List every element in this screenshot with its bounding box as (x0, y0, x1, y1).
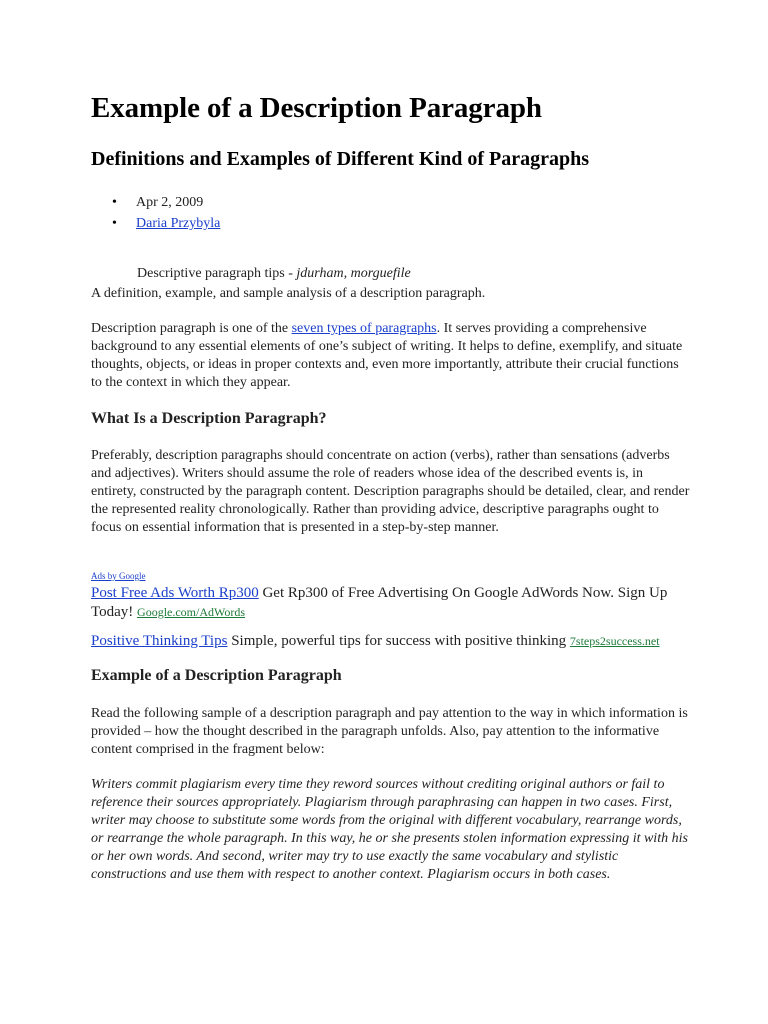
section-heading-what-is: What Is a Description Paragraph? (91, 410, 327, 427)
section-example-body (91, 705, 691, 759)
section-example-text: Read the following sample of a description paragraph and pay attention to the way in which information is provided – how the thought described in the paragraph unfolds. Also, pay attention to the informative content comprised in the fragment below: (91, 706, 688, 757)
publish-date: • Apr 2, 2009 (91, 192, 220, 213)
ad-1-text: Get Rp300 of Free Advertising On Google AdWords Now. Sign Up Today! (91, 585, 668, 620)
paragraph-1-lead: Description paragraph is one of the (91, 321, 292, 336)
paragraph-1-rest: . It serves providing a comprehensive background to any essential elements of one’s subject of writing. It helps to define, exemplify, and situate thoughts, objects, or ideas in proper contexts and, even more importantly, attribute their crucial functions to the context in which they appear. (91, 321, 683, 390)
seven-types-link[interactable]: seven types of paragraphs (291, 321, 437, 336)
article-meta (91, 192, 220, 234)
paragraph-1 (91, 320, 691, 392)
section-heading-example: Example of a Description Paragraph (91, 667, 342, 684)
author-link[interactable]: Daria Przybyla (136, 216, 221, 231)
section-what-is (91, 410, 691, 428)
page-subtitle: Definitions and Examples of Different Kind of Paragraphs (91, 148, 589, 170)
section-what-is-body (91, 447, 691, 537)
ad-2-text: Simple, powerful tips for success with positive thinking (227, 633, 570, 649)
ad-1-link[interactable]: Post Free Ads Worth Rp300 (91, 585, 259, 601)
example-quote: Writers commit plagiarism every time they reword sources without crediting original authors or fail to reference their sources appropriately. Plagiarism through paraphrasing can happen in two cases. First, writer may choose to substitute some words from the original with different vocabulary, rearrange words, or rearrange the whole paragraph. In this way, he or she presents stolen information expressing it with his or her own words. And second, writer may try to use exactly the same vocabulary and stylistic constructions and use them with respect to another context. Plagiarism occurs in both cases. (91, 777, 688, 882)
ad-1-url[interactable]: Google.com/AdWords (137, 605, 246, 619)
section-what-is-text: Preferably, description paragraphs should concentrate on action (verbs), rather than sensations (adverbs and adjectives). Writers should assume the role of readers whose idea of the described events is, in entirety, constructed by the paragraph content. Description paragraphs should be detailed, clear, and render the represented reality chronologically. Rather than providing advice, descriptive paragraphs ought to focus on essential information that is presented in a step-by-step manner. (91, 448, 690, 535)
ad-2-url[interactable]: 7steps2success.net (569, 634, 660, 648)
caption-credit: jdurham, morguefile (296, 266, 411, 281)
image-caption (137, 266, 411, 282)
intro-block (91, 285, 691, 303)
paragraph-1-text (91, 320, 691, 392)
ad-2-link[interactable]: Positive Thinking Tips (91, 633, 228, 649)
intro-text: A definition, example, and sample analysis of a description paragraph. (91, 286, 486, 301)
page-title: Example of a Description Paragraph (91, 92, 542, 124)
ad-2 (91, 632, 691, 651)
ad-1 (91, 584, 691, 622)
example-quote-block (91, 776, 691, 884)
ads-section (91, 571, 691, 651)
author-item (91, 213, 220, 234)
ads-by-google-label[interactable]: Ads by Google (91, 571, 146, 581)
caption-text: Descriptive paragraph tips - (137, 266, 297, 281)
section-example (91, 667, 691, 685)
